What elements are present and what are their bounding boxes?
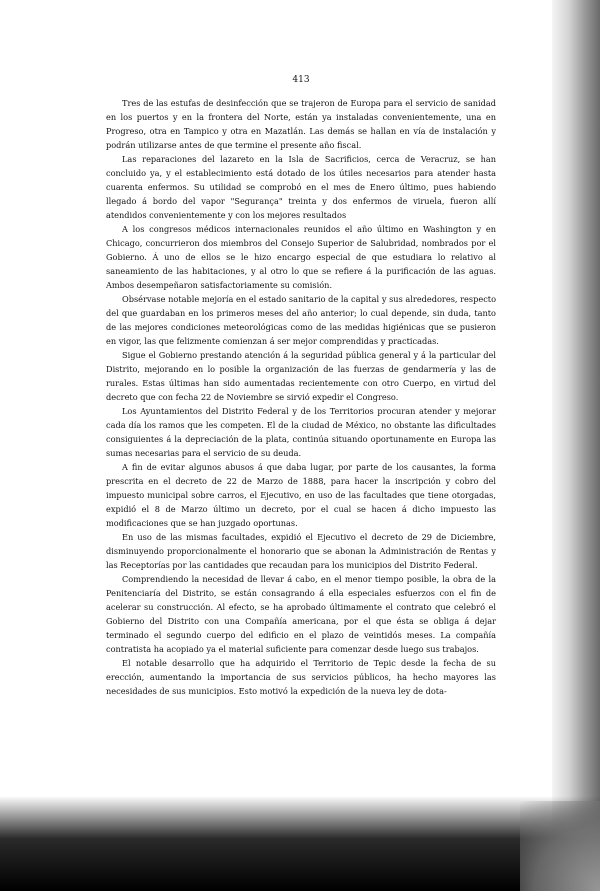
page-number: 413 — [292, 75, 310, 85]
paragraph-cart-tax: A fin de evitar algunos abusos á que daba lugar, por parte de los causantes, la forma prescrita en el decreto de 22 de Marzo de 1888, para hacer la inscripción y cobro del impuesto municipal sobre carros, el Ejecutivo, en uso de las facultades que tiene otorgadas, expidió el 8 de Marzo último un decreto, por el cual se hacen á dicho impuesto las modificaciones que se han juzgado oportunas. — [106, 462, 496, 528]
scan-shadow-right — [552, 0, 600, 891]
paragraph-municipalities: Los Ayuntamientos del Distrito Federal y de los Territorios procuran atender y mejorar cada día los ramos que les competen. El de la ciudad de México, no obstante las dificultades consiguientes á la depreciación de la plata, continúa situando oportunamente en Europa las sumas necesarias para el servicio de su deuda. — [106, 406, 496, 458]
scan-shadow-corner — [520, 801, 600, 891]
paragraph-december-decree: En uso de las mismas facultades, expidió el Ejecutivo el decreto de 29 de Diciembre, disminuyendo proporcionalmente el honorario que se abonan la Administración de Rentas y las Receptorías por las cantidades que recaudan para los municipios del Distrito Federal. — [106, 532, 496, 570]
paragraph-medical-congresses: A los congresos médicos internacionales reunidos el año último en Washington y en Chicago, concurrieron dos miembros del Consejo Superior de Salubridad, nombrados por el Gobierno. Á uno de ellos se le hizo encargo especial de que estudiara lo relativo al saneamiento de las habitaciones, y al otro lo que se refiere á la purificación de las aguas. Ambos desempeñaron satisfactoriamente su comisión. — [106, 224, 496, 290]
paragraph-public-security: Sigue el Gobierno prestando atención á la seguridad pública general y á la particular del Distrito, mejorando en lo posible la organización de las fuerzas de gendarmería y las de rurales. Estas últimas han sido aumentadas recientemente con otro Cuerpo, en virtud del decreto que con fecha 22 de Noviembre se sirvió expedir el Congreso. — [106, 350, 496, 402]
scan-shadow-bottom — [0, 796, 600, 891]
paragraph-lazaretto: Las reparaciones del lazareto en la Isla de Sacrificios, cerca de Veracruz, se han concluido ya, y el establecimiento está dotado de los útiles necesarios para atender hasta cuarenta enfermos. Su utilidad se comprobó en el mes de Enero último, pues habiendo llegado á bordo del vapor "Segurança" treinta y dos enfermos de viruela, fueron allí atendidos convenientemente y con los mejores resultados — [106, 154, 496, 220]
paragraph-disinfection-stoves: Tres de las estufas de desinfección que se trajeron de Europa para el servicio de sanidad en los puertos y en la frontera del Norte, están ya instaladas convenientemente, una en Progreso, otra en Tampico y otra en Mazatlán. Las demás se hallan en vía de instalación y podrán utilizarse antes de que termine el presente año fiscal. — [106, 98, 496, 150]
paragraph-sanitary-state: Obsérvase notable mejoría en el estado sanitario de la capital y sus alrededores, respecto del que guardaban en los primeros meses del año anterior; lo cual depende, sin duda, tanto de las mejores condiciones meteorológicas como de las medidas higiénicas que se pusieron en vigor, las que felizmente comienzan á ser mejor comprendidas y practicadas. — [106, 294, 496, 346]
document-page — [106, 74, 496, 698]
paragraph-tepic-territory: El notable desarrollo que ha adquirido el Territorio de Tepic desde la fecha de su erección, aumentando la importancia de sus servicios públicos, ha hecho mayores las necesidades de sus municipios. Esto motivó la expedición de la nueva ley de dota- — [106, 658, 496, 696]
paragraph-penitentiary: Comprendiendo la necesidad de llevar á cabo, en el menor tiempo posible, la obra de la Penitenciaría del Distrito, se están consagrando á ella especiales esfuerzos con el fin de acelerar su construcción. Al efecto, se ha aprobado últimamente el contrato que celebró el Gobierno del Distrito con una Compañía americana, por el que ésta se obliga á dejar terminado el segundo cuerpo del edificio en el plazo de veintidós meses. La compañía contratista ha acopiado ya el material suficiente para comenzar desde luego sus trabajos. — [106, 574, 496, 654]
